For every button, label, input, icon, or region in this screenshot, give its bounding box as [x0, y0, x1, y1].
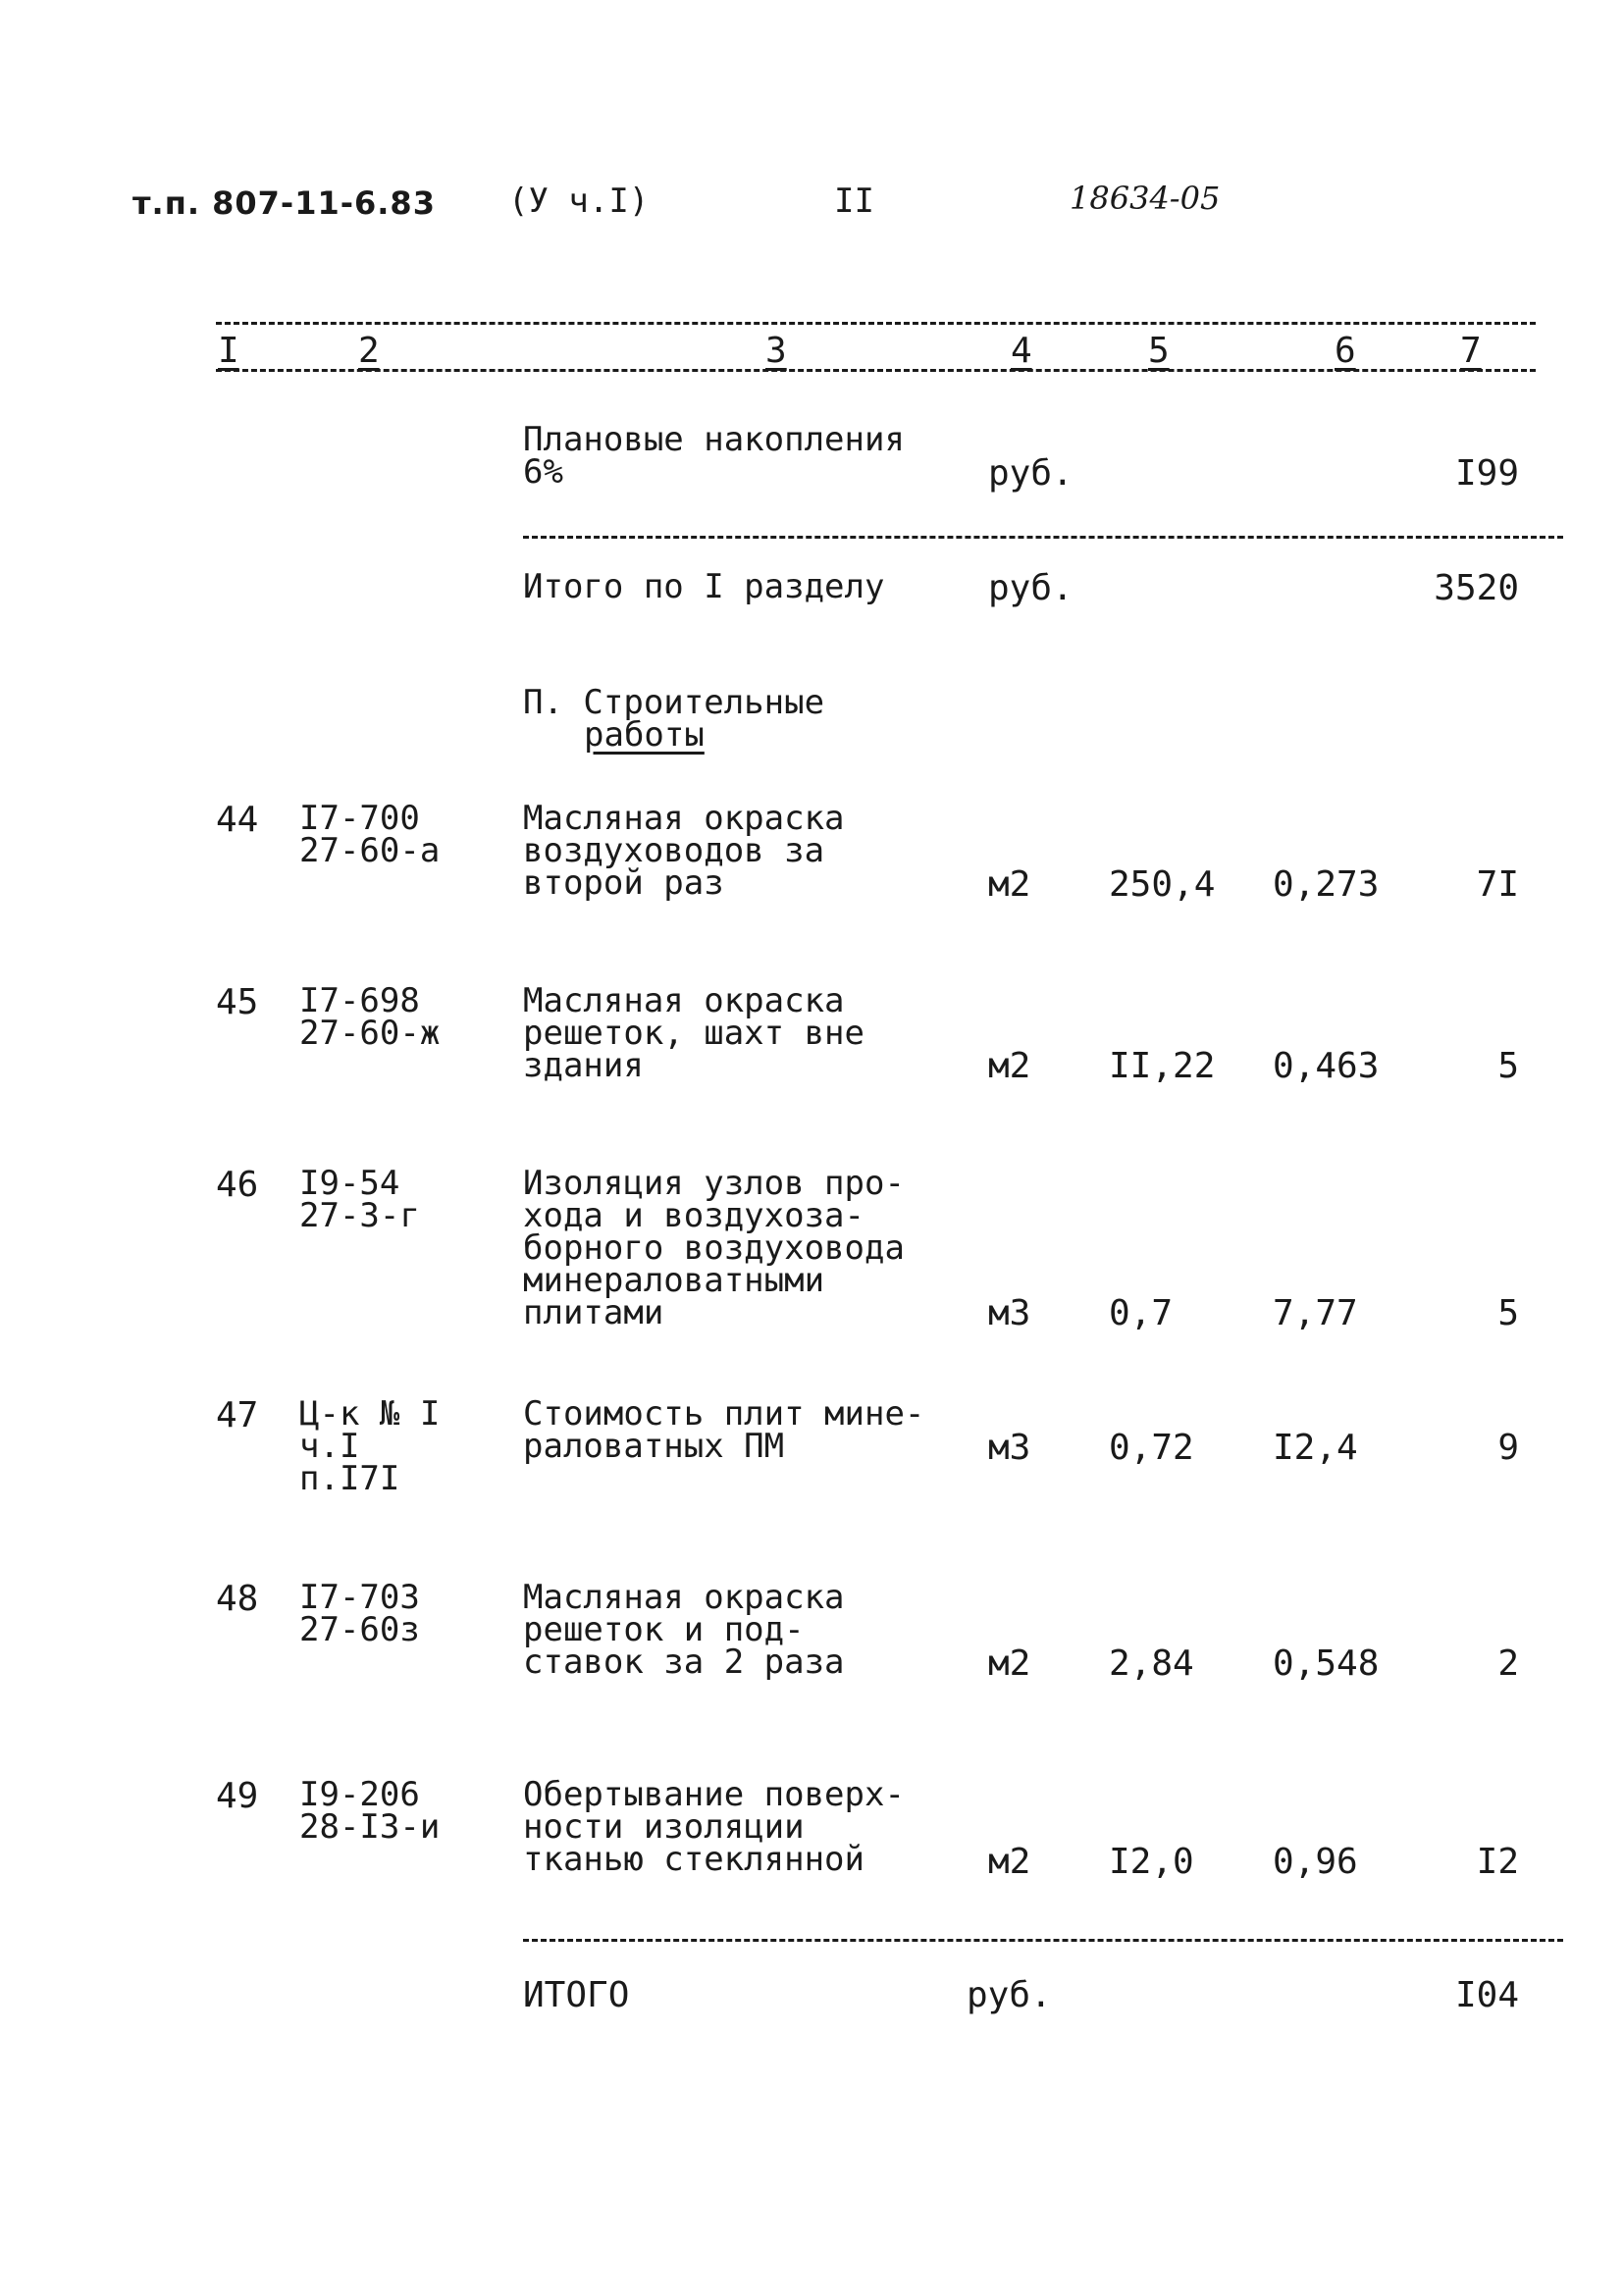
row-qty: I2,0: [1109, 1842, 1194, 1882]
header-bottom-rule: [216, 369, 1536, 372]
page-number: II: [834, 182, 874, 221]
row-price: I2,4: [1273, 1428, 1358, 1468]
row-price: 0,463: [1273, 1046, 1380, 1086]
column-number-5: 5: [1148, 331, 1170, 371]
grand-total-value: I04: [1454, 1975, 1519, 2015]
row-total: I2: [1476, 1842, 1519, 1882]
row-unit: м2: [988, 1046, 1031, 1086]
row-qty: 0,72: [1109, 1428, 1194, 1468]
section-1-total-value: 3520: [1434, 568, 1519, 608]
row-description: Масляная окраска воздуховодов за второй раз: [523, 799, 845, 903]
row-description: Стоимость плит мине- раловатных ПМ: [523, 1394, 925, 1466]
handwritten-number: 18634-05: [1070, 180, 1221, 217]
section-2-title: П. Строительные: [523, 683, 825, 722]
row-total: 2: [1497, 1643, 1519, 1684]
row-unit: м3: [988, 1293, 1031, 1333]
summary-rule-top: [523, 536, 1563, 539]
row-code: I7-698 27-60-ж: [299, 981, 441, 1053]
grand-total-unit: руб.: [967, 1975, 1052, 2015]
row-unit: м3: [988, 1428, 1031, 1468]
summary-rule-bottom: [523, 1939, 1563, 1942]
column-number-3: 3: [765, 331, 787, 371]
row-code: I9-206 28-I3-и: [299, 1775, 441, 1847]
row-description: Масляная окраска решеток и под- ставок за 2 раза: [523, 1578, 845, 1682]
header-top-rule: [216, 322, 1536, 325]
row-number: 49: [216, 1776, 259, 1816]
row-unit: м2: [988, 864, 1031, 905]
row-qty: 0,7: [1109, 1293, 1174, 1333]
row-code: I7-703 27-60з: [299, 1578, 420, 1649]
planned-accumulations-label: Плановые накопления 6%: [523, 420, 905, 492]
row-number: 45: [216, 982, 259, 1022]
row-unit: м2: [988, 1842, 1031, 1882]
row-price: 0,548: [1273, 1643, 1380, 1684]
row-number: 48: [216, 1579, 259, 1619]
row-total: 5: [1497, 1046, 1519, 1086]
row-total: 5: [1497, 1293, 1519, 1333]
column-number-7: 7: [1460, 331, 1482, 371]
row-unit: м2: [988, 1643, 1031, 1684]
row-qty: 250,4: [1109, 864, 1216, 905]
row-number: 47: [216, 1395, 259, 1435]
row-price: 7,77: [1273, 1293, 1358, 1333]
row-total: 9: [1497, 1428, 1519, 1468]
row-qty: II,22: [1109, 1046, 1216, 1086]
document-part: (У ч.I): [508, 182, 650, 221]
column-number-1: I: [218, 331, 239, 371]
column-number-2: 2: [358, 331, 380, 371]
row-description: Обертывание поверх- ности изоляции тканью стеклянной: [523, 1775, 905, 1879]
column-number-4: 4: [1011, 331, 1032, 371]
section-2-title-line2: работы: [584, 715, 705, 755]
row-price: 0,273: [1273, 864, 1380, 905]
column-number-6: 6: [1335, 331, 1356, 371]
row-code: I7-700 27-60-а: [299, 799, 441, 870]
row-description: Изоляция узлов про- хода и воздухоза- борного воздуховода минераловатными плитами: [523, 1164, 905, 1332]
row-qty: 2,84: [1109, 1643, 1194, 1684]
row-price: 0,96: [1273, 1842, 1358, 1882]
row-code: Ц-к № I ч.I п.I7I: [299, 1394, 441, 1498]
row-number: 44: [216, 800, 259, 840]
row-code: I9-54 27-3-г: [299, 1164, 420, 1235]
row-description: Масляная окраска решеток, шахт вне здания: [523, 981, 864, 1085]
section-1-total-unit: руб.: [988, 568, 1074, 608]
row-number: 46: [216, 1165, 259, 1205]
row-total: 7I: [1476, 864, 1519, 905]
planned-accumulations-total: I99: [1454, 453, 1519, 494]
document-code: т.п. 807-11-6.83: [132, 184, 436, 222]
planned-accumulations-unit: руб.: [988, 453, 1074, 494]
section-1-total-label: Итого по I разделу: [523, 567, 885, 606]
grand-total-label: ИТОГО: [523, 1975, 630, 2015]
